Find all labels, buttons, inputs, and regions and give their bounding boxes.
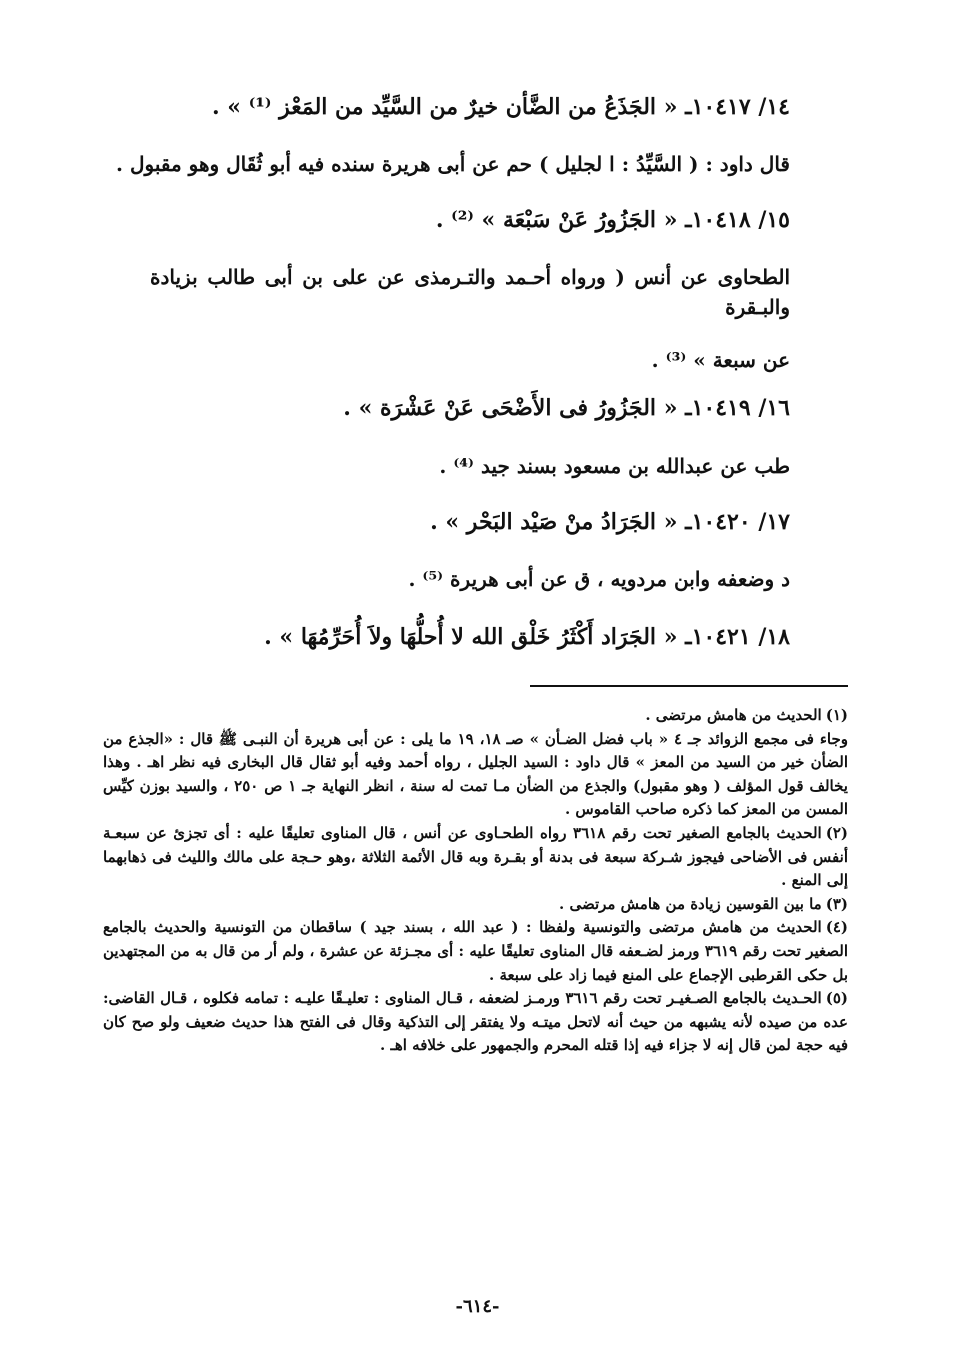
footnote-number: (٤) xyxy=(825,918,848,937)
footnote-text: الحـديث بالجامع الصـغيـر تحت رقم ٣٦١٦ ورمـز لضعفه ، قـال المناوى : تعليـقًا عليـه : تمامه فكلوه ، قـال القاضى: عده من صيده لأنه يشبهه من حيث أنه لاتحل ميتـه ولا يفتقر إلى التذكية وقال فى الفتح هذا حديث ضعيف ولو صح كان فيه حجة لمن قال إنه لا جزاء فيه إذا قتله المحرم والجمهور على خلافه اهـ . xyxy=(103,989,848,1055)
footnote-1 xyxy=(103,704,848,728)
footnote-4 xyxy=(103,916,848,987)
hadith-text-block xyxy=(116,92,790,652)
footnote-separator xyxy=(530,685,848,687)
footnote-5 xyxy=(103,987,848,1058)
footnote-1-continued xyxy=(103,728,848,822)
footnote-2 xyxy=(103,822,848,893)
footnote-text: وجاء فى مجمع الزوائد جـ ٤ « باب فضل الضـأن » صـ ١٨، ١٩ ما يلى : عن أبى هريرة أن النبـى ﷺ قال : «الجذع من الضأن خير من السيد من المعز » قال داود : السيد الجليل ، رواه أحمد وفيه أبو ثقال قال البخارى فيه نظر اهـ . وهذا يخالف قول المؤلف ( وهو مقبول) والجذع من الضأن مـا تمت له سنة ، انظر النهاية جـ ١ ص ٢٥٠ ، والسيد بوزن كيِّس المسن من المعز كما ذكره صاحب القاموس . xyxy=(103,729,848,819)
footnote-text: الحديث بالجامع الصغير تحت رقم ٣٦١٨ رواه الطحـاوى عن أنس ، قال المناوى تعليقًا عليه : أى تجزئ عن سبعـة أنفس فى الأضاحى فيجوز شـركة سبعة فى بدنة أو بقـرة وبه قال الأئمة الثلاثة ،وهو حـجة على مالك والليث فى ذهابهما إلى المنع . xyxy=(103,823,848,890)
footnote-text: الحديث من هامش مرتضى والتونسية ولفظا : ( عبد الله ، بسند جيد ) ساقطان من التونسية والحديث بالجامع الصغير تحت رقم ٣٦١٩ ورمز لضـعفه قال المناوى تعليقًا عليه : أى مجـزئة عن عشرة ، ولم أر من قال به من المجتهدين بل حكى القرطبى الإجماع على المنع فيما زاد على سبعة . xyxy=(103,918,848,984)
page-number: -٦١٤- xyxy=(455,1296,500,1317)
footnotes xyxy=(103,704,848,1058)
hadith-10417-source: قال داود : ( السَّيِّدُ : ا لجليل ) حم عن أبى هريرة سنده فيه أبو ثُقَال وهو مقبول . xyxy=(116,152,790,176)
hadith-10418: ١٥/ ١٠٤١٨ـ « الجَزُورُ عَنْ سَبْعَة » ⁽²⁾ . xyxy=(435,207,790,233)
hadith-10419: ١٦/ ١٠٤١٩ـ « الجَزُورُ فى الأَضْحَى عَنْ عَشْرَة » . xyxy=(343,395,790,421)
hadith-10418-source-cont: عن سبعة » ⁽³⁾ . xyxy=(651,348,790,372)
footnote-3 xyxy=(103,893,848,917)
hadith-10420: ١٧/ ١٠٤٢٠ـ « الجَرَادُ منْ صَيْد البَحْر » . xyxy=(430,509,790,535)
hadith-10421: ١٨/ ١٠٤٢١ـ « الجَرَاد أَكْثَرُ خَلْق الله لا أُحلُّهَا ولاَ أُحَرِّمُهَا » . xyxy=(264,624,790,650)
hadith-10420-source: د وضعفه وابن مردويه ، ق عن أبى هريرة ⁽⁵⁾ . xyxy=(408,567,790,591)
footnote-number: (١) xyxy=(825,706,848,724)
footnote-text: ما بين القوسين زيادة من هامش مرتضى . xyxy=(559,894,822,913)
hadith-10418-source: الطحاوى عن أنس ( ورواه أحـمد والتـرمذى عن على بن أبى طالب بزيادة والبـقرة xyxy=(150,265,790,319)
footnote-number: (٣) xyxy=(825,894,848,913)
hadith-10419-source: طب عن عبدالله بن مسعود بسند جيد ⁽⁴⁾ . xyxy=(439,454,790,478)
footnote-number: (٥) xyxy=(825,989,848,1008)
footnote-number: (٢) xyxy=(825,823,848,842)
hadith-10417: ١٤/ ١٠٤١٧ـ « الجَذَعُ من الضَّأن خيرٌ من السَّيِّد من المَعْز ⁽¹⁾ » . xyxy=(211,94,790,120)
footnote-text: الحديث من هامش مرتضى . xyxy=(645,706,822,724)
